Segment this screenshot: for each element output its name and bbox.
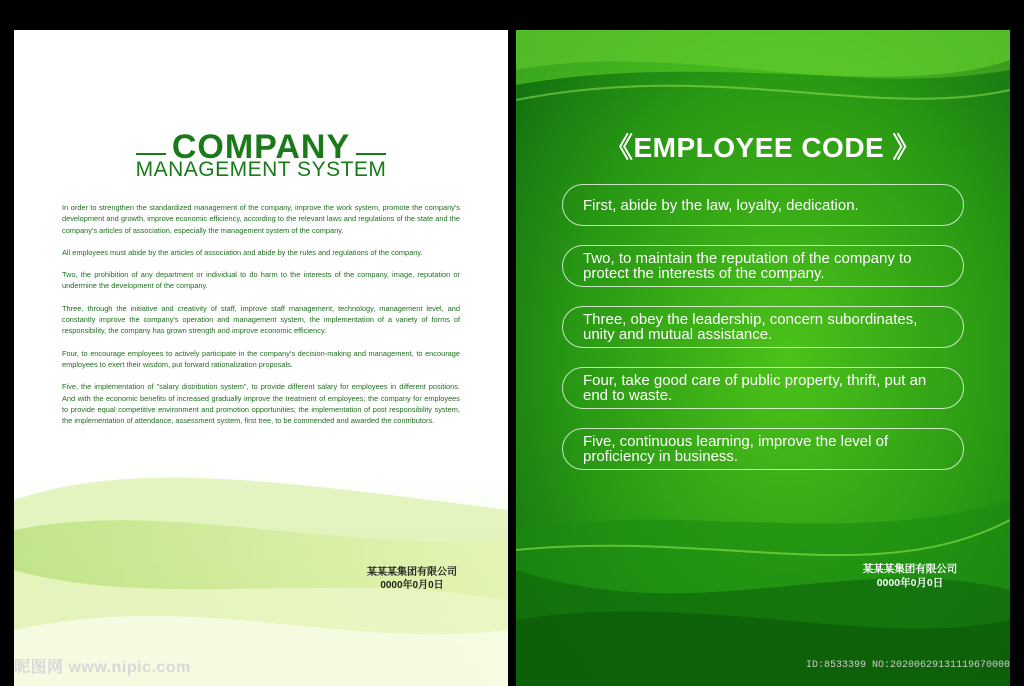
- code-item-text: Three, obey the leadership, concern subordinates, unity and mutual assistance.: [583, 311, 918, 343]
- page-title: COMPANY: [171, 128, 351, 166]
- management-system-page: [14, 30, 508, 686]
- paragraph: Five, the implementation of "salary distribution system", to provide different salary for employees in different positions. And with the economic benefits of increased gradually improve the treatment of employees; the company for employees to provide equal competitive environment and promotion opportunities; the implementation of post responsibility system, the implementation of attendance, assessment system, first tree, to be commended and awarded the contributors.: [62, 382, 460, 426]
- code-item: [562, 428, 964, 470]
- company-signature: [364, 566, 460, 592]
- page-subtitle: MANAGEMENT SYSTEM: [135, 158, 387, 181]
- code-item: [562, 184, 964, 226]
- code-item-text: Four, take good care of public property, thrift, put an end to waste.: [583, 372, 927, 404]
- code-item: [562, 367, 964, 409]
- employee-code-page: [516, 30, 1010, 686]
- page-title: 《EMPLOYEE CODE 》: [604, 132, 922, 163]
- code-item: [562, 245, 964, 287]
- code-item: [562, 306, 964, 348]
- code-item-text: Two, to maintain the reputation of the company to protect the interests of the company.: [583, 250, 912, 282]
- paragraph: Four, to encourage employees to actively participate in the company's decision-making and management, to encourage employees to exert their wisdom, put forward rationalization proposals.: [62, 348, 460, 369]
- paragraph: Three, through the initiative and creativity of staff, improve staff management, technology, management level, and constantly improve the company's operation and management system, the implementation of a variety of forms of responsibility, the company has grown strength and improve economic efficiency.: [62, 303, 460, 336]
- title-dash-left: [136, 153, 166, 155]
- paragraph: In order to strengthen the standardized management of the company, improve the work system, promote the company's development and growth, improve economic efficiency, according to the relevant laws and regulations of the state and the company's articles of association, especially the management system of the company.: [62, 203, 460, 235]
- code-item-text: Five, continuous learning, improve the level of proficiency in business.: [583, 433, 889, 465]
- paragraph: All employees must abide by the articles of association and abide by the rules and regulations of the company.: [62, 247, 423, 257]
- code-item-text: First, abide by the law, loyalty, dedication.: [583, 196, 859, 214]
- regulations-text: [62, 202, 460, 437]
- company-signature: [856, 562, 964, 590]
- company-name: 某某某集团有限公司: [862, 563, 958, 575]
- image-id-text: ID:8533399 NO:20200629131119670000: [805, 660, 1010, 671]
- company-date: 0000年0月0日: [876, 577, 944, 589]
- paragraph: Two, the prohibition of any department or individual to do harm to the interests of the company, image, reputation or undermine the development of the company.: [62, 270, 460, 291]
- company-name: 某某某集团有限公司: [367, 567, 457, 578]
- company-date: 0000年0月0日: [380, 580, 444, 591]
- title-dash-right: [356, 153, 386, 155]
- watermark: 昵图网 www.nipic.com: [14, 659, 191, 676]
